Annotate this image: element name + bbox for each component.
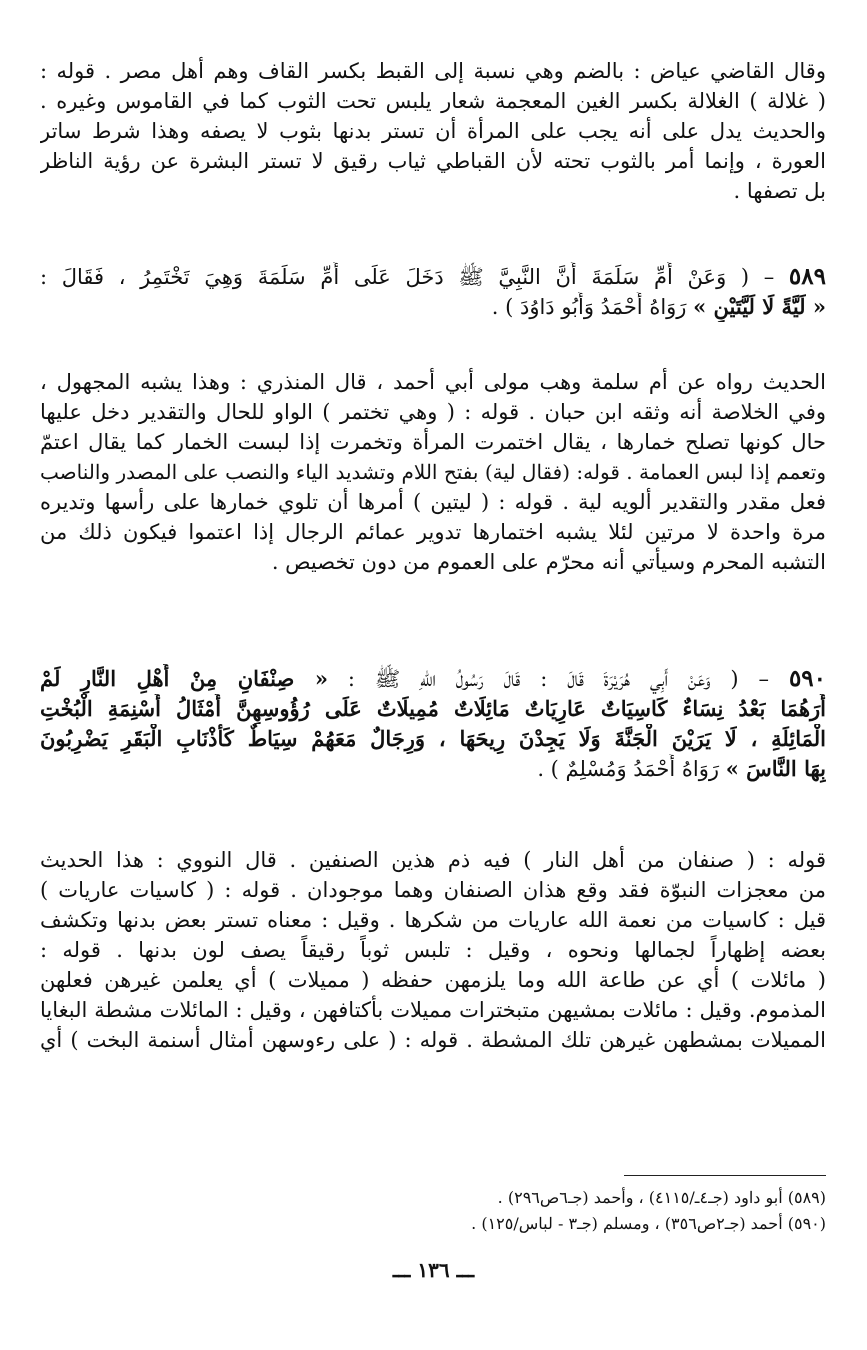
text-line: الحديث رواه عن أم سلمة وهب مولى أبي أحمد ، قال المنذري : وهذا يشبه المجهول ،: [40, 370, 826, 394]
hadith-line: [40, 664, 826, 694]
hadith-source: رَوَاهُ أَحْمَدُ وَأَبُو دَاوُدَ ) .: [491, 295, 694, 319]
text-line: مرة واحدة لا مرتين لئلا يشبه اختمارها تدوير عمائم الرجال إذا اعتموا فيكون ذلك من: [40, 520, 826, 544]
hadith-quote: بِهَا النَّاسَ »: [725, 756, 826, 781]
page-number: ـــ ١٣٦ ـــ: [392, 1258, 475, 1282]
text-line: العورة ، وإنما أمر بالثوب تحته لأن القباطي ثياب رقيق لا تستر البشرة عن رؤية الناظر: [40, 149, 826, 173]
footnote-divider: [624, 1175, 826, 1176]
hadith-589: [40, 262, 826, 322]
hadith-590: [40, 664, 826, 784]
text-line: ( غلالة ) الغلالة بكسر الغين المعجمة شعار يلبس تحت الثوب كما في القاموس وغيره .: [40, 89, 826, 113]
hadith-line: [40, 754, 826, 784]
paragraph-commentary-590: [40, 845, 826, 1055]
text-line: بعضه إظهاراً لجمالها ونحوه ، وقيل : تلبس ثوباً رقيقاً يصف لون بدنها . قوله :: [40, 938, 826, 962]
hadith-line: [40, 292, 826, 322]
text-line: من معجزات النبوّة فقد وقع هذان الصنفان وهما موجودان . قوله : ( كاسيات عاريات ): [40, 878, 826, 902]
text-line: والحديث يدل على أنه يجب على المرأة أن تستر بدنها بثوب لا يصفه وهذا شرط ساتر: [40, 119, 826, 143]
text-line: المذموم. وقيل : مائلات بمشيهن متبخترات مميلات بأكتافهن ، وقيل : المائلات مشطة البغايا: [40, 998, 826, 1022]
hadith-number: ٥٨٩: [788, 263, 826, 290]
text-line: وتعمم إذا لبس العمامة . قوله: (فقال لية) بفتح اللام وتشديد الياء والنصب على المصدر والناصب: [40, 460, 826, 484]
text-line: ( مائلات ) أي عن طاعة الله وما يلزمهن حفظه ( مميلات ) أي يعلمن غيرهن فعلهن: [40, 968, 826, 992]
hadith-number: ٥٩٠: [788, 665, 826, 692]
text-line: قيل : كاسيات من نعمة الله عاريات من شكرها . وقيل : معناه تستر بعض بدنها وتكشف: [40, 908, 826, 932]
hadith-quote: « صِنْفَانِ مِنْ أَهْلِ النَّارِ لَمْ: [40, 666, 328, 691]
paragraph-intro: [40, 56, 826, 206]
hadith-quote: « لَيَّةً لَا لَيَّتَيْنِ »: [693, 294, 826, 319]
text-line: وفي الخلاصة أنه وثقه ابن حبان . قوله : ( وهي تختمر ) الواو للحال والتقدير دخل عليها: [40, 400, 826, 424]
hadith-text: – ( وَعَنْ أُمِّ سَلَمَةَ أَنَّ النَّبِيَّ ﷺ دَخَلَ عَلَى أُمِّ سَلَمَةَ وَهِيَ تَخْتَمِرُ ، فَقَالَ :: [40, 265, 775, 289]
hadith-source: رَوَاهُ أَحْمَدُ وَمُسْلِمٌ ) .: [537, 757, 726, 781]
text-line: المميلات بمشطهن غيرهن تلك المشطة . قوله : ( على رءوسهن أمثال أسنمة البخت ) أي: [40, 1028, 826, 1052]
paragraph-commentary-589: [40, 367, 826, 577]
text-line: فعل مقدر والتقدير ألويه لية . قوله : ( ليتين ) أمرها أن تلوي خمارها على رأسها وتديره: [40, 490, 826, 514]
text-line: بل تصفها .: [733, 179, 826, 203]
text-line: التشبه المحرم وسيأتي أنه محرّم على العموم من دون تخصيص .: [271, 550, 826, 574]
hadith-quote-line: الْمَائِلَةِ ، لَا يَرَيْنَ الْجَنَّةَ وَلَا يَجِدْنَ رِيحَهَا ، وَرِجَالٌ مَعَهُمْ سِيَاطٌ كَأَذْنَابِ الْبَقَرِ يَضْرِبُونَ: [40, 726, 826, 751]
text-line: قوله : ( صنفان من أهل النار ) فيه ذم هذين الصنفين . قال النووي : هذا الحديث: [40, 848, 826, 872]
hadith-line: [40, 262, 826, 292]
hadith-text: – ( وَعَنْ أَبِي هُرَيْرَةَ قَالَ : قَالَ رَسُولُ اللهِ ﷺ :: [328, 667, 770, 691]
hadith-quote-line: أَرَهُمَا بَعْدُ نِسَاءٌ كَاسِيَاتٌ عَارِيَاتٌ مَائِلَاتٌ مُمِيلَاتٌ عَلَى رُؤُوسِهِنَّ أَمْثَالُ أَسْنِمَةِ الْبُخْتِ: [40, 696, 826, 721]
footnote-590: (٥٩٠) أحمد (جـ٢ص٣٥٦) ، ومسلم (جـ٣ - لباس/١٢٥) .: [471, 1214, 826, 1233]
text-line: وقال القاضي عياض : بالضم وهي نسبة إلى القبط بكسر القاف وهم أهل مصر . قوله :: [40, 59, 826, 83]
footnote-589: (٥٨٩) أبو داود (جـ٤ـ/٤١١٥) ، وأحمد (جـ٦ص٢٩٦) .: [497, 1188, 826, 1207]
text-line: حال كونها تصلح خمارها ، يقال اختمرت المرأة وتخمرت إذا لبست الخمار كما يقال اعتمّ: [40, 430, 826, 454]
